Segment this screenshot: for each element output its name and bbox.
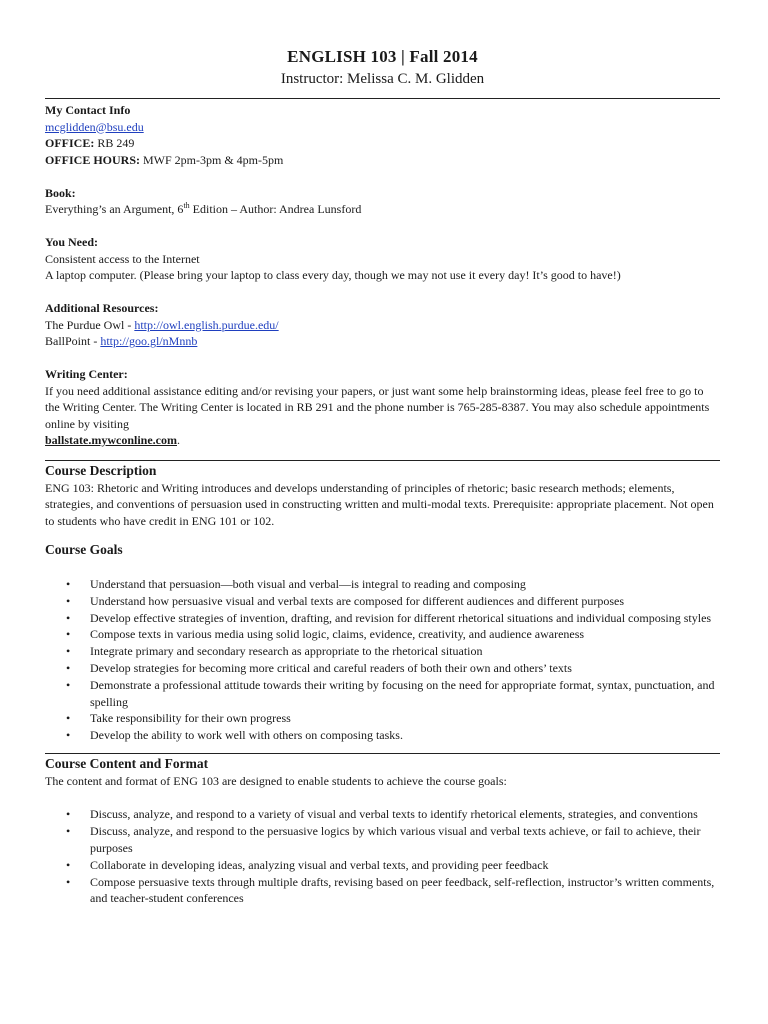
course-goal-item bbox=[45, 576, 720, 593]
course-goal-item-text: Develop strategies for becoming more critical and careful readers of both their own and others’ texts bbox=[90, 660, 572, 675]
course-content-item bbox=[45, 823, 720, 857]
writing-center-heading: Writing Center: bbox=[45, 367, 128, 381]
you-need-section bbox=[45, 234, 720, 284]
writing-center-link-line bbox=[45, 432, 720, 449]
course-description-title: Course Description bbox=[45, 462, 157, 478]
course-goal-item bbox=[45, 660, 720, 677]
syllabus-page bbox=[45, 0, 720, 907]
bullet-icon: • bbox=[66, 874, 71, 889]
course-content-title: Course Content and Format bbox=[45, 755, 209, 771]
bullet-icon: • bbox=[66, 677, 71, 692]
course-content-item bbox=[45, 857, 720, 874]
office-hours-value: MWF 2pm-3pm & 4pm-5pm bbox=[140, 152, 284, 167]
purdue-owl-link[interactable]: http://owl.english.purdue.edu/ bbox=[134, 317, 279, 332]
course-content-item-text: Compose persuasive texts through multiple drafts, revising based on peer feedback, self-reflection, instructor’s written comments, and teacher-student conferences bbox=[90, 874, 715, 906]
instructor-name: Instructor: Melissa C. M. Glidden bbox=[280, 71, 485, 87]
course-content-intro: The content and format of ENG 103 are designed to enable students to achieve the course goals: bbox=[45, 773, 507, 788]
course-content-list bbox=[45, 806, 720, 907]
course-goal-item bbox=[45, 727, 720, 744]
book-title: Everything’s an Argument, 6 bbox=[45, 202, 184, 216]
resources-section bbox=[45, 300, 720, 350]
writing-center-text: If you need additional assistance editing and/or revising your papers, or just want some help brainstorming ideas, please feel free to go to the Writing Center. The Writing Center is located in RB 291 and the phone number is 765-285-8387. You may also schedule appointments online by visiting bbox=[45, 383, 710, 431]
course-goal-item bbox=[45, 710, 720, 727]
course-goal-item bbox=[45, 643, 720, 660]
bullet-icon: • bbox=[66, 593, 71, 608]
office-label: OFFICE: bbox=[45, 136, 95, 150]
book-text bbox=[45, 201, 720, 218]
wconline-link[interactable]: ballstate.mywconline.com bbox=[45, 433, 177, 447]
course-goal-item bbox=[45, 626, 720, 643]
wconline-link-suffix: . bbox=[176, 433, 180, 447]
bullet-icon: • bbox=[66, 660, 71, 675]
bullet-icon: • bbox=[66, 644, 71, 659]
course-goal-item-text: Understand how persuasive visual and verbal texts are composed for different audiences and different purposes bbox=[90, 593, 625, 608]
resource-ballpoint-label: BallPoint - bbox=[45, 334, 101, 348]
contact-section bbox=[45, 102, 720, 168]
resource-purdue-owl bbox=[45, 317, 720, 334]
course-goal-item-text: Integrate primary and secondary research as appropriate to the rhetorical situation bbox=[90, 644, 483, 659]
you-need-heading: You Need: bbox=[45, 235, 98, 249]
bullet-icon: • bbox=[66, 857, 71, 872]
course-description-section bbox=[45, 462, 720, 530]
office-line bbox=[45, 135, 720, 152]
course-goal-item-text: Compose texts in various media using solid logic, claims, evidence, creativity, and audience awareness bbox=[90, 627, 585, 642]
office-hours-label: OFFICE HOURS: bbox=[45, 152, 141, 167]
course-goal-item-text: Develop the ability to work well with others on composing tasks. bbox=[90, 728, 403, 743]
email-link[interactable]: mcglidden@bsu.edu bbox=[45, 119, 144, 134]
course-goals-title: Course Goals bbox=[45, 542, 123, 557]
bullet-icon: • bbox=[66, 610, 71, 625]
book-section bbox=[45, 185, 720, 218]
course-goals-list bbox=[45, 576, 720, 744]
course-goal-item bbox=[45, 593, 720, 610]
book-author: Edition – Author: Andrea Lunsford bbox=[189, 202, 362, 216]
course-goal-item-text: Take responsibility for their own progress bbox=[90, 711, 291, 726]
you-need-internet: Consistent access to the Internet bbox=[45, 251, 200, 266]
course-goal-item bbox=[45, 610, 720, 627]
writing-center-section bbox=[45, 366, 720, 449]
contact-heading: My Contact Info bbox=[45, 103, 131, 117]
course-content-item-text: Collaborate in developing ideas, analyzing visual and verbal texts, and providing peer feedback bbox=[90, 857, 549, 872]
ballpoint-link[interactable]: http://goo.gl/nMnnb bbox=[100, 334, 198, 348]
bullet-icon: • bbox=[66, 627, 71, 642]
bullet-icon: • bbox=[66, 577, 71, 591]
resource-purdue-label: The Purdue Owl - bbox=[45, 317, 135, 332]
bullet-icon: • bbox=[66, 711, 71, 726]
course-goals-section bbox=[45, 541, 720, 744]
resource-ballpoint bbox=[45, 333, 720, 350]
course-content-item-text: Discuss, analyze, and respond to a variety of visual and verbal texts to identify rhetorical elements, strategies, and conventions bbox=[90, 807, 698, 822]
bullet-icon: • bbox=[66, 824, 71, 839]
document-header bbox=[45, 0, 720, 89]
book-heading: Book: bbox=[45, 185, 76, 200]
bullet-icon: • bbox=[66, 807, 71, 822]
course-title: ENGLISH 103 | Fall 2014 bbox=[287, 47, 478, 66]
office-hours-line bbox=[45, 152, 720, 169]
course-description-text: ENG 103: Rhetoric and Writing introduces and develops understanding of principles of rhetoric; basic research methods; elements, strategies, and conventions of persuasion used in constructing written and multi-modal texts. Prerequisite: appropriate placement. Not open to students who have credit in ENG 101 or 102. bbox=[45, 480, 714, 528]
office-value: RB 249 bbox=[94, 136, 135, 150]
course-content-item-text: Discuss, analyze, and respond to the persuasive logics by which various visual and verbal texts achieve, or fail to achieve, their purposes bbox=[90, 824, 701, 856]
course-content-section bbox=[45, 755, 720, 907]
resources-heading: Additional Resources: bbox=[45, 301, 159, 315]
edition-superscript: th bbox=[183, 201, 190, 210]
course-goal-item bbox=[45, 677, 720, 711]
course-goal-item-text: Develop effective strategies of invention, drafting, and revision for different rhetorical situations and individual composing styles bbox=[90, 610, 712, 625]
you-need-laptop: A laptop computer. (Please bring your laptop to class every day, though we may not use it every day! It’s good to have!) bbox=[45, 268, 621, 282]
course-goal-item-text: Understand that persuasion—both visual and verbal—is integral to reading and composing bbox=[90, 577, 526, 591]
course-goal-item-text: Demonstrate a professional attitude towards their writing by focusing on the need for appropriate format, syntax, punctuation, and spelling bbox=[90, 677, 715, 709]
course-content-item bbox=[45, 874, 720, 908]
course-content-item bbox=[45, 806, 720, 823]
bullet-icon: • bbox=[66, 728, 71, 743]
